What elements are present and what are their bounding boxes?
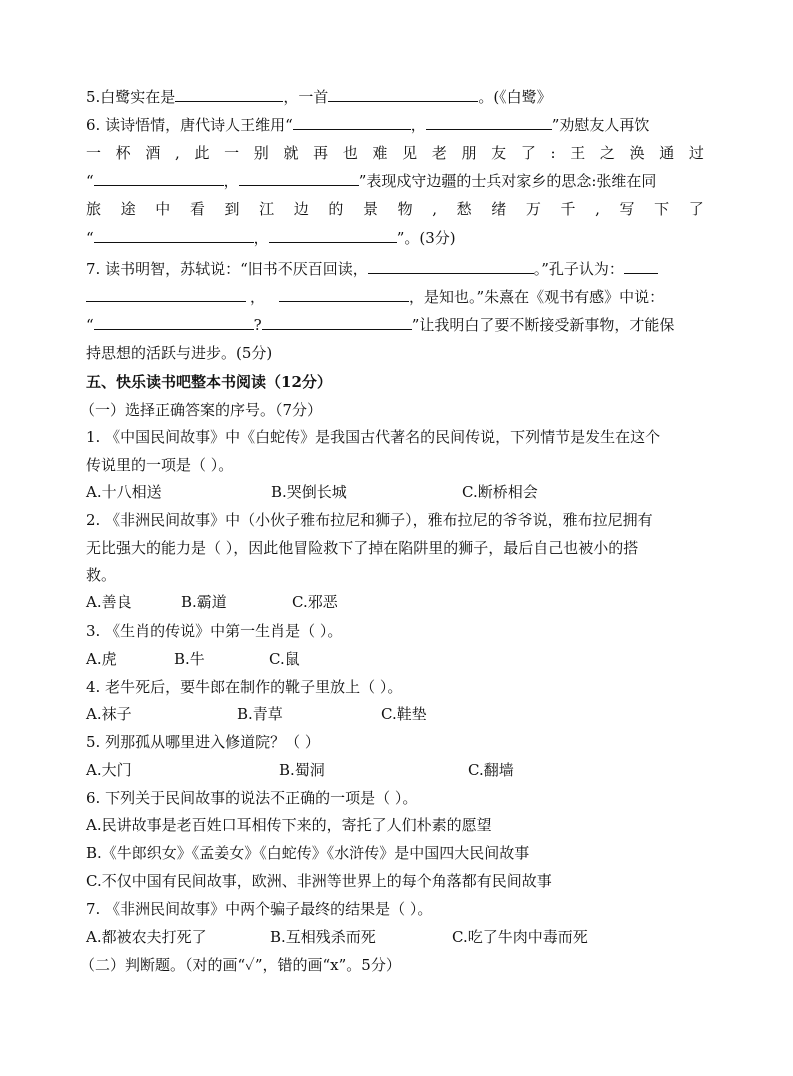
q5-line <box>86 87 552 107</box>
justified-char: 杯 <box>115 144 131 162</box>
option-c[interactable]: C.吃了牛肉中毒而死 <box>452 928 588 946</box>
q7-text: 7. 读书明智，苏轼说：“旧书不厌百回读， <box>86 260 368 278</box>
option-b[interactable]: B.霸道 <box>181 593 227 611</box>
justified-char: 绪 <box>491 200 507 218</box>
q6-text: ”。(3分) <box>396 229 456 247</box>
q6-line-2 <box>86 143 704 163</box>
justified-char: 了 <box>688 200 704 218</box>
q6-text: ”劝慰友人再饮 <box>551 116 650 134</box>
q6-line-1 <box>86 115 649 135</box>
q6-text: “ <box>86 172 94 190</box>
answer-blank[interactable] <box>94 171 224 186</box>
option-b[interactable]: B.青草 <box>237 705 283 723</box>
option-a[interactable]: A.虎 <box>86 650 117 668</box>
q6-text: “ <box>86 229 94 247</box>
justified-char: 的 <box>328 200 344 218</box>
justified-char: 到 <box>224 200 240 218</box>
answer-blank[interactable] <box>269 228 397 243</box>
answer-blank[interactable] <box>368 259 534 274</box>
justified-char: 看 <box>189 200 205 218</box>
justified-char: 千 <box>560 200 576 218</box>
answer-blank[interactable] <box>328 87 478 102</box>
justified-char: 物 <box>397 200 413 218</box>
q7-text: ，是知也。”朱熹在《观书有感》中说： <box>409 288 665 306</box>
justified-char: 也 <box>342 144 358 162</box>
justified-char: 友 <box>491 144 507 162</box>
q6-text: 6. 读诗悟情，唐代诗人王维用“ <box>86 116 293 134</box>
q7-text: “ <box>86 316 94 334</box>
q7-line-1 <box>86 259 658 279</box>
option-c[interactable]: C.翻墙 <box>468 761 514 779</box>
option-c[interactable]: C.鞋垫 <box>381 705 427 723</box>
section-title: 五、快乐读书吧整本书阅读（12分） <box>86 373 332 391</box>
justified-char: 此 <box>194 144 210 162</box>
justified-char: 万 <box>525 200 541 218</box>
answer-blank[interactable] <box>262 315 412 330</box>
option-b[interactable]: B.互相残杀而死 <box>270 928 376 946</box>
q6-text: ， <box>223 172 239 190</box>
option-a[interactable]: A.善良 <box>86 593 132 611</box>
option-c[interactable]: C.不仅中国有民间故事，欧洲、非洲等世界上的每个角落都有民间故事 <box>86 872 552 890</box>
q7-line-4: 持思想的活跃与进步。(5分) <box>86 344 273 362</box>
justified-char: 途 <box>120 200 136 218</box>
option-b[interactable]: B.哭倒长城 <box>271 483 347 501</box>
justified-char: 涣 <box>629 144 645 162</box>
justified-char: 再 <box>313 144 329 162</box>
question-4-line-1: 4. 老牛死后，要牛郎在制作的靴子里放上（ ）。 <box>86 678 403 696</box>
justified-char: 难 <box>372 144 388 162</box>
answer-blank[interactable] <box>624 259 658 274</box>
answer-blank[interactable] <box>279 287 409 302</box>
justified-char: 景 <box>363 200 379 218</box>
answer-blank[interactable] <box>239 171 359 186</box>
answer-blank[interactable] <box>426 115 552 130</box>
q7-text: ”让我明白了要不断接受新事物，才能保 <box>411 316 675 334</box>
justified-char: 中 <box>155 200 171 218</box>
justified-char: 见 <box>402 144 418 162</box>
option-a[interactable]: A.袜子 <box>86 705 132 723</box>
justified-char: 别 <box>253 144 269 162</box>
justified-char: 酒 <box>145 144 161 162</box>
question-2-line-3: 救。 <box>86 566 117 584</box>
justified-char: 江 <box>259 200 275 218</box>
question-1-line-2: 传说里的一项是（ ）。 <box>86 456 234 474</box>
q6-text: ”表现戍守边疆的士兵对家乡的思念:张维在同 <box>358 172 657 190</box>
q6-text: ， <box>410 116 426 134</box>
option-a[interactable]: A.民讲故事是老百姓口耳相传下来的，寄托了人们朴素的愿望 <box>86 816 492 834</box>
justified-char: , <box>595 200 600 218</box>
q6-line-3 <box>86 171 656 191</box>
justified-char: 之 <box>599 144 615 162</box>
option-a[interactable]: A.大门 <box>86 761 132 779</box>
option-b[interactable]: B.牛 <box>174 650 205 668</box>
justified-char: 通 <box>659 144 675 162</box>
q6-text: ， <box>253 229 269 247</box>
justified-char: 旅 <box>86 200 102 218</box>
option-b[interactable]: B.《牛郎织女》《孟姜女》《白蛇传》《水浒传》是中国四大民间故事 <box>86 844 530 862</box>
q7-line-2 <box>86 287 664 307</box>
option-b[interactable]: B.蜀洞 <box>279 761 325 779</box>
justified-char: 过 <box>688 144 704 162</box>
answer-blank[interactable] <box>175 87 283 102</box>
q7-text: ， <box>250 288 266 306</box>
option-c[interactable]: C.鼠 <box>269 650 300 668</box>
question-2-line-1: 2. 《非洲民间故事》中（小伙子雅布拉尼和狮子），雅布拉尼的爷爷说，雅布拉尼拥有 <box>86 511 653 529</box>
q7-text: 。”孔子认为： <box>533 260 624 278</box>
justified-char: 边 <box>293 200 309 218</box>
q6-line-4 <box>86 199 704 219</box>
justified-char: 就 <box>283 144 299 162</box>
answer-blank[interactable] <box>94 315 254 330</box>
justified-char: 了 <box>520 144 536 162</box>
part-title: （一）选择正确答案的序号。（7分） <box>80 401 323 419</box>
q7-line-3 <box>86 315 674 335</box>
option-a[interactable]: A.十八相送 <box>86 483 162 501</box>
justified-char: , <box>432 200 438 218</box>
question-6-line-1: 6. 下列关于民间故事的说法不正确的一项是（ ）。 <box>86 789 418 807</box>
justified-char: 老 <box>431 144 447 162</box>
answer-blank[interactable] <box>293 115 411 130</box>
option-c[interactable]: C.邪恶 <box>292 593 338 611</box>
justified-char: 一 <box>224 144 240 162</box>
justified-char: 愁 <box>456 200 472 218</box>
q7-text: ? <box>253 316 262 334</box>
justified-char: : <box>550 144 556 162</box>
question-7-line-1: 7. 《非洲民间故事》中两个骗子最终的结果是（ ）。 <box>86 900 433 918</box>
option-a[interactable]: A.都被农夫打死了 <box>86 928 207 946</box>
q5-text-a: 5.白鹭实在是 <box>86 88 176 106</box>
justified-char: , <box>175 144 180 162</box>
justified-char: 一 <box>86 144 102 162</box>
justified-char: 写 <box>619 200 635 218</box>
question-5-line-1: 5. 列那孤从哪里进入修道院？（ ） <box>86 733 320 751</box>
q5-text-b: ，一首 <box>283 88 329 106</box>
q5-text-c: 。(《白鹭》 <box>478 88 552 106</box>
question-1-line-1: 1. 《中国民间故事》中《白蛇传》是我国古代著名的民间传说，下列情节是发生在这个 <box>86 428 661 446</box>
answer-blank[interactable] <box>94 228 254 243</box>
question-2-line-2: 无比强大的能力是（ ），因此他冒险救下了掉在陷阱里的狮子，最后自己也被小的搭 <box>86 539 639 557</box>
option-c[interactable]: C.断桥相会 <box>462 483 538 501</box>
question-3-line-1: 3. 《生肖的传说》中第一生肖是（ ）。 <box>86 622 343 640</box>
justified-char: 下 <box>654 200 670 218</box>
justified-char: 王 <box>570 144 586 162</box>
justified-char: 朋 <box>461 144 477 162</box>
answer-blank[interactable] <box>86 287 246 302</box>
part-title: （二）判断题。（对的画“✓”，错的画“x”。5分） <box>80 956 401 974</box>
q6-line-5 <box>86 228 456 248</box>
